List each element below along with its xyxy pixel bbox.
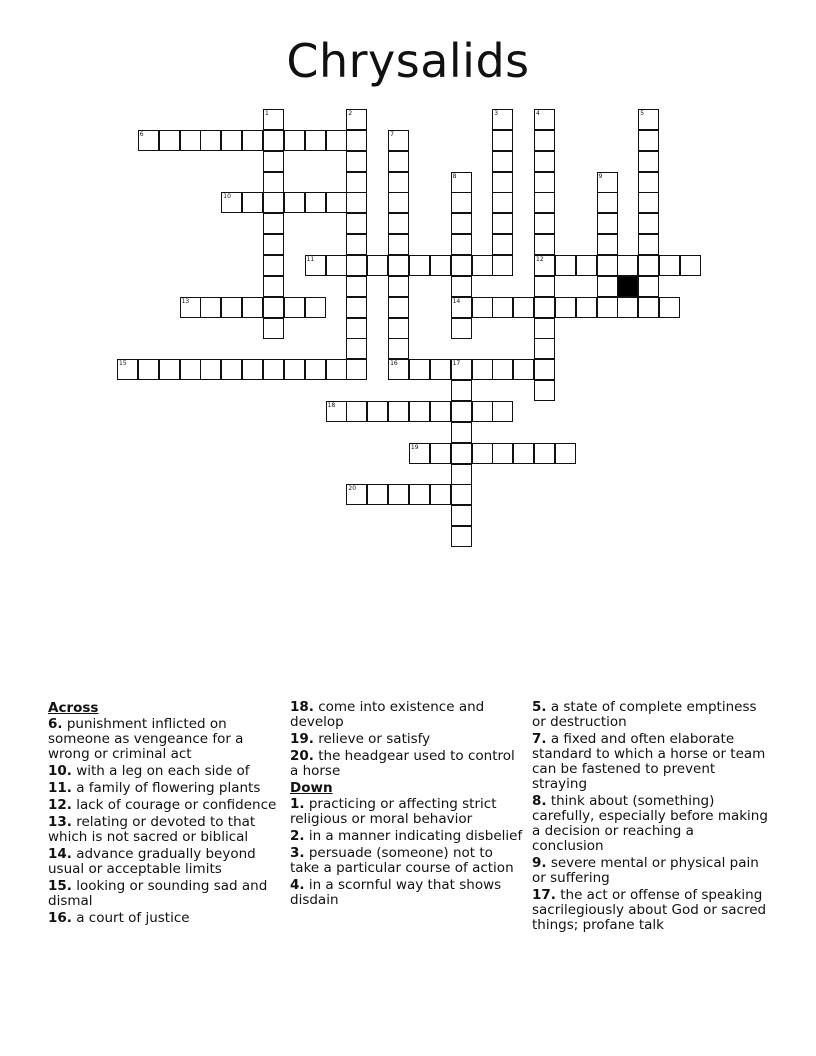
- grid-cell[interactable]: [638, 213, 659, 234]
- grid-cell[interactable]: [430, 443, 451, 464]
- grid-cell[interactable]: [326, 401, 347, 422]
- grid-cell[interactable]: [388, 234, 409, 255]
- grid-cell[interactable]: [284, 192, 305, 213]
- clue-number: 13.: [48, 814, 72, 830]
- clue-number: 11.: [48, 780, 72, 796]
- clue-item: [290, 878, 526, 908]
- down-heading: Down: [290, 780, 333, 796]
- clue-text: relieve or satisfy: [318, 731, 431, 747]
- grid-cell[interactable]: [472, 443, 493, 464]
- grid-cell[interactable]: [388, 192, 409, 213]
- grid-cell[interactable]: [638, 109, 659, 130]
- grid-cell[interactable]: [638, 151, 659, 172]
- grid-cell[interactable]: [513, 443, 534, 464]
- grid-cell[interactable]: [492, 255, 513, 276]
- clue-number-label: 17: [452, 360, 461, 368]
- clue-item: [48, 847, 284, 877]
- grid-cell[interactable]: [388, 255, 409, 276]
- grid-cell[interactable]: [659, 255, 680, 276]
- clue-item: [48, 798, 284, 813]
- grid-cell[interactable]: [409, 401, 430, 422]
- clue-number-label: 18: [327, 401, 336, 409]
- clue-number-label: 19: [410, 443, 419, 451]
- clue-text: in a manner indicating disbelief: [308, 828, 523, 844]
- grid-cell[interactable]: [451, 297, 472, 318]
- clue-number: 14.: [48, 846, 72, 862]
- grid-cell[interactable]: [534, 213, 555, 234]
- clue-text: in a scornful way that shows disdain: [290, 877, 502, 908]
- grid-cell[interactable]: [659, 297, 680, 318]
- grid-cell[interactable]: [451, 213, 472, 234]
- clue-text: a state of complete emptiness or destruction: [532, 699, 757, 730]
- grid-cell[interactable]: [326, 130, 347, 151]
- clue-text: the act or offense of speaking sacrilegiously about God or sacred things; profane talk: [532, 887, 767, 933]
- grid-cell[interactable]: [221, 297, 242, 318]
- clue-item: [290, 732, 526, 747]
- grid-cell[interactable]: [638, 276, 659, 297]
- clue-item: [48, 911, 284, 926]
- grid-cell[interactable]: [430, 359, 451, 380]
- grid-cell[interactable]: [138, 130, 159, 151]
- grid-cell[interactable]: [555, 443, 576, 464]
- grid-cell[interactable]: [492, 443, 513, 464]
- clue-text: lack of courage or confidence: [76, 797, 277, 813]
- grid-cell[interactable]: [597, 213, 618, 234]
- grid-cell[interactable]: [263, 130, 284, 151]
- grid-cell[interactable]: [451, 172, 472, 193]
- grid-cell[interactable]: [451, 359, 472, 380]
- grid-cell[interactable]: [638, 297, 659, 318]
- clue-text: with a leg on each side of: [76, 763, 250, 779]
- grid-cell[interactable]: [263, 318, 284, 339]
- grid-cell[interactable]: [326, 359, 347, 380]
- grid-cell[interactable]: [492, 109, 513, 130]
- grid-cell[interactable]: [326, 192, 347, 213]
- grid-cell[interactable]: [430, 255, 451, 276]
- grid-cell[interactable]: [617, 297, 638, 318]
- grid-cell[interactable]: [346, 401, 367, 422]
- grid-cell[interactable]: [284, 130, 305, 151]
- grid-cell[interactable]: [451, 192, 472, 213]
- grid-cell[interactable]: [638, 234, 659, 255]
- grid-cell[interactable]: [388, 130, 409, 151]
- grid-cell[interactable]: [534, 276, 555, 297]
- clue-number-label: 1: [265, 110, 269, 117]
- grid-cell[interactable]: [263, 297, 284, 318]
- clue-item: [48, 815, 284, 845]
- clue-number: 18.: [290, 699, 314, 715]
- grid-cell[interactable]: [472, 359, 493, 380]
- grid-cell[interactable]: [346, 109, 367, 130]
- clue-number-label: 20: [348, 485, 357, 493]
- grid-cell[interactable]: [263, 172, 284, 193]
- grid-cell[interactable]: [138, 359, 159, 380]
- grid-cell[interactable]: [451, 318, 472, 339]
- grid-cell[interactable]: [451, 526, 472, 547]
- clue-text: punishment inflicted on someone as vengeance for a wrong or criminal act: [48, 716, 244, 762]
- clue-number: 1.: [290, 796, 305, 812]
- grid-cell[interactable]: [597, 297, 618, 318]
- grid-cell[interactable]: [576, 255, 597, 276]
- grid-cell[interactable]: [576, 297, 597, 318]
- grid-cell[interactable]: [388, 318, 409, 339]
- grid-cell[interactable]: [492, 297, 513, 318]
- grid-cell[interactable]: [180, 359, 201, 380]
- grid-cell[interactable]: [388, 359, 409, 380]
- clue-item: [532, 888, 768, 933]
- grid-cell[interactable]: [263, 359, 284, 380]
- puzzle-title: Chrysalids: [286, 34, 530, 88]
- grid-cell[interactable]: [534, 255, 555, 276]
- grid-cell[interactable]: [242, 130, 263, 151]
- grid-cell[interactable]: [638, 130, 659, 151]
- clue-text: relating or devoted to that which is not sacred or biblical: [48, 814, 256, 845]
- grid-cell[interactable]: [388, 213, 409, 234]
- grid-cell[interactable]: [472, 255, 493, 276]
- grid-cell[interactable]: [242, 192, 263, 213]
- clue-item: [290, 797, 526, 827]
- grid-cell[interactable]: [284, 297, 305, 318]
- grid-cell[interactable]: [346, 297, 367, 318]
- grid-cell[interactable]: [430, 401, 451, 422]
- grid-cell[interactable]: [242, 359, 263, 380]
- clue-number: 9.: [532, 855, 547, 871]
- grid-cell[interactable]: [492, 151, 513, 172]
- clue-text: a family of flowering plants: [76, 780, 261, 796]
- grid-cell[interactable]: [180, 130, 201, 151]
- grid-cell[interactable]: [367, 401, 388, 422]
- grid-cell[interactable]: [305, 359, 326, 380]
- clue-item: [532, 700, 768, 730]
- grid-cell[interactable]: [159, 359, 180, 380]
- grid-cell[interactable]: [451, 443, 472, 464]
- clue-number-label: 15: [119, 360, 127, 368]
- clue-item: [532, 794, 768, 854]
- grid-cell[interactable]: [326, 255, 347, 276]
- grid-cell[interactable]: [346, 255, 367, 276]
- grid-cell[interactable]: [492, 234, 513, 255]
- grid-cell[interactable]: [346, 318, 367, 339]
- clue-text: looking or sounding sad and dismal: [48, 878, 268, 909]
- clue-number: 7.: [532, 731, 547, 747]
- grid-cell[interactable]: [534, 359, 555, 380]
- clue-text: practicing or affecting strict religious or moral behavior: [290, 796, 497, 827]
- clue-item: [48, 764, 284, 779]
- grid-cell[interactable]: [346, 213, 367, 234]
- grid-cell[interactable]: [346, 276, 367, 297]
- clue-text: come into existence and develop: [290, 699, 485, 730]
- grid-cell[interactable]: [305, 255, 326, 276]
- clue-number-label: 2: [348, 110, 353, 117]
- grid-cell[interactable]: [388, 276, 409, 297]
- grid-cell[interactable]: [409, 484, 430, 505]
- grid-cell[interactable]: [492, 213, 513, 234]
- grid-cell[interactable]: [263, 109, 284, 130]
- clue-item: [290, 700, 526, 730]
- grid-cell[interactable]: [346, 359, 367, 380]
- grid-cell[interactable]: [534, 151, 555, 172]
- grid-cell[interactable]: [200, 359, 221, 380]
- clue-item: [290, 846, 526, 876]
- grid-cell[interactable]: [492, 401, 513, 422]
- grid-cell[interactable]: [680, 255, 701, 276]
- grid-cell[interactable]: [263, 255, 284, 276]
- clue-number: 2.: [290, 828, 305, 844]
- grid-cell[interactable]: [367, 484, 388, 505]
- grid-cell[interactable]: [346, 484, 367, 505]
- clue-number: 12.: [48, 797, 72, 813]
- grid-cell[interactable]: [451, 255, 472, 276]
- grid-cell[interactable]: [388, 297, 409, 318]
- clue-number-label: 4: [536, 110, 540, 117]
- grid-cell[interactable]: [409, 443, 430, 464]
- grid-cell[interactable]: [451, 464, 472, 485]
- grid-cell[interactable]: [534, 297, 555, 318]
- clue-number-label: 16: [390, 360, 398, 368]
- clue-text: persuade (someone) not to take a particular course of action: [290, 845, 514, 876]
- grid-cell[interactable]: [534, 130, 555, 151]
- clue-number-label: 5: [640, 110, 645, 117]
- grid-cell[interactable]: [638, 192, 659, 213]
- clue-item: [48, 781, 284, 796]
- clue-item: [532, 732, 768, 792]
- grid-cell[interactable]: [117, 359, 138, 380]
- grid-cell[interactable]: [534, 234, 555, 255]
- grid-cell[interactable]: [305, 130, 326, 151]
- grid-cell[interactable]: [451, 276, 472, 297]
- grid-cell[interactable]: [451, 505, 472, 526]
- grid-cell[interactable]: [409, 359, 430, 380]
- grid-cell[interactable]: [346, 338, 367, 359]
- grid-cell[interactable]: [388, 401, 409, 422]
- clue-number: 3.: [290, 845, 305, 861]
- clues-column-3: [532, 700, 768, 935]
- grid-cell[interactable]: [263, 192, 284, 213]
- grid-cell[interactable]: [367, 255, 388, 276]
- clue-number: 5.: [532, 699, 547, 715]
- grid-cell[interactable]: [472, 401, 493, 422]
- grid-cell[interactable]: [346, 172, 367, 193]
- clue-number-label: 9: [598, 172, 603, 180]
- clue-number: 4.: [290, 877, 305, 893]
- grid-cell[interactable]: [284, 359, 305, 380]
- grid-cell[interactable]: [346, 192, 367, 213]
- grid-cell[interactable]: [597, 276, 618, 297]
- clues-column-2: [290, 700, 526, 910]
- grid-cell[interactable]: [638, 172, 659, 193]
- clues-column-1: [48, 700, 284, 928]
- clue-number-label: 13: [181, 297, 190, 305]
- clue-number-label: 12: [536, 256, 544, 263]
- grid-cell[interactable]: [451, 484, 472, 505]
- clue-text: think about (something) carefully, especially before making a decision or reaching a conclusion: [532, 793, 768, 854]
- grid-cell[interactable]: [492, 172, 513, 193]
- grid-cell[interactable]: [430, 484, 451, 505]
- clue-number-label: 3: [494, 110, 499, 117]
- grid-cell[interactable]: [346, 234, 367, 255]
- grid-cell[interactable]: [451, 422, 472, 443]
- clue-text: a fixed and often elaborate standard to which a horse or team can be fastened to prevent straying: [532, 731, 766, 792]
- grid-cell[interactable]: [638, 255, 659, 276]
- grid-cell[interactable]: [200, 297, 221, 318]
- grid-cell[interactable]: [263, 276, 284, 297]
- grid-cell[interactable]: [200, 130, 221, 151]
- grid-cell[interactable]: [555, 297, 576, 318]
- clue-item: [48, 879, 284, 909]
- across-heading: Across: [48, 700, 99, 716]
- grid-cell[interactable]: [305, 192, 326, 213]
- clue-number: 16.: [48, 910, 72, 926]
- grid-cell[interactable]: [263, 213, 284, 234]
- clue-number: 17.: [532, 887, 556, 903]
- grid-cell[interactable]: [346, 151, 367, 172]
- grid-cell[interactable]: [263, 151, 284, 172]
- clue-number: 8.: [532, 793, 547, 809]
- grid-cell[interactable]: [451, 234, 472, 255]
- grid-cell[interactable]: [534, 380, 555, 401]
- clue-text: a court of justice: [76, 910, 190, 926]
- grid-cell[interactable]: [492, 130, 513, 151]
- clue-item: [532, 856, 768, 886]
- clue-item: [290, 829, 526, 844]
- grid-cell[interactable]: [388, 484, 409, 505]
- grid-cell[interactable]: [451, 401, 472, 422]
- clue-number-label: 11: [306, 256, 315, 263]
- grid-cell[interactable]: [597, 192, 618, 213]
- grid-cell[interactable]: [597, 255, 618, 276]
- grid-cell[interactable]: [534, 338, 555, 359]
- grid-cell[interactable]: [555, 255, 576, 276]
- grid-cell[interactable]: [492, 192, 513, 213]
- grid-cell[interactable]: [242, 297, 263, 318]
- grid-cell[interactable]: [597, 172, 618, 193]
- grid-cell[interactable]: [221, 130, 242, 151]
- grid-cell[interactable]: [534, 172, 555, 193]
- clue-item: [290, 749, 526, 779]
- grid-cell[interactable]: [409, 255, 430, 276]
- clue-text: the headgear used to control a horse: [290, 748, 515, 779]
- grid-cell[interactable]: [305, 297, 326, 318]
- clue-item: [48, 717, 284, 762]
- grid-cell[interactable]: [263, 234, 284, 255]
- grid-cell[interactable]: [388, 172, 409, 193]
- grid-cell[interactable]: [534, 318, 555, 339]
- clue-number-label: 8: [452, 172, 457, 180]
- clue-number: 15.: [48, 878, 72, 894]
- clue-number-label: 7: [390, 130, 394, 138]
- grid-cell[interactable]: [534, 192, 555, 213]
- grid-cell[interactable]: [221, 359, 242, 380]
- grid-cell[interactable]: [513, 297, 534, 318]
- grid-cell[interactable]: [472, 297, 493, 318]
- grid-cell[interactable]: [451, 380, 472, 401]
- grid-cell[interactable]: [346, 130, 367, 151]
- grid-cell[interactable]: [513, 359, 534, 380]
- clue-text: severe mental or physical pain or suffering: [532, 855, 759, 886]
- grid-cell[interactable]: [159, 130, 180, 151]
- clue-number: 19.: [290, 731, 314, 747]
- clue-text: advance gradually beyond usual or acceptable limits: [48, 846, 256, 877]
- grid-cell[interactable]: [534, 443, 555, 464]
- grid-cell[interactable]: [388, 151, 409, 172]
- grid-cell[interactable]: [221, 192, 242, 213]
- grid-cell[interactable]: [534, 109, 555, 130]
- grid-cell[interactable]: [388, 338, 409, 359]
- grid-cell[interactable]: [180, 297, 201, 318]
- grid-cell[interactable]: [492, 359, 513, 380]
- grid-cell[interactable]: [597, 234, 618, 255]
- grid-cell[interactable]: [617, 255, 638, 276]
- clue-number-label: 6: [139, 130, 144, 138]
- clue-number: 20.: [290, 748, 314, 764]
- grid-cell-blocked: [617, 276, 638, 297]
- clue-number: 10.: [48, 763, 72, 779]
- clue-number-label: 14: [452, 297, 461, 305]
- clue-number: 6.: [48, 716, 63, 732]
- clue-number-label: 10: [223, 193, 231, 201]
